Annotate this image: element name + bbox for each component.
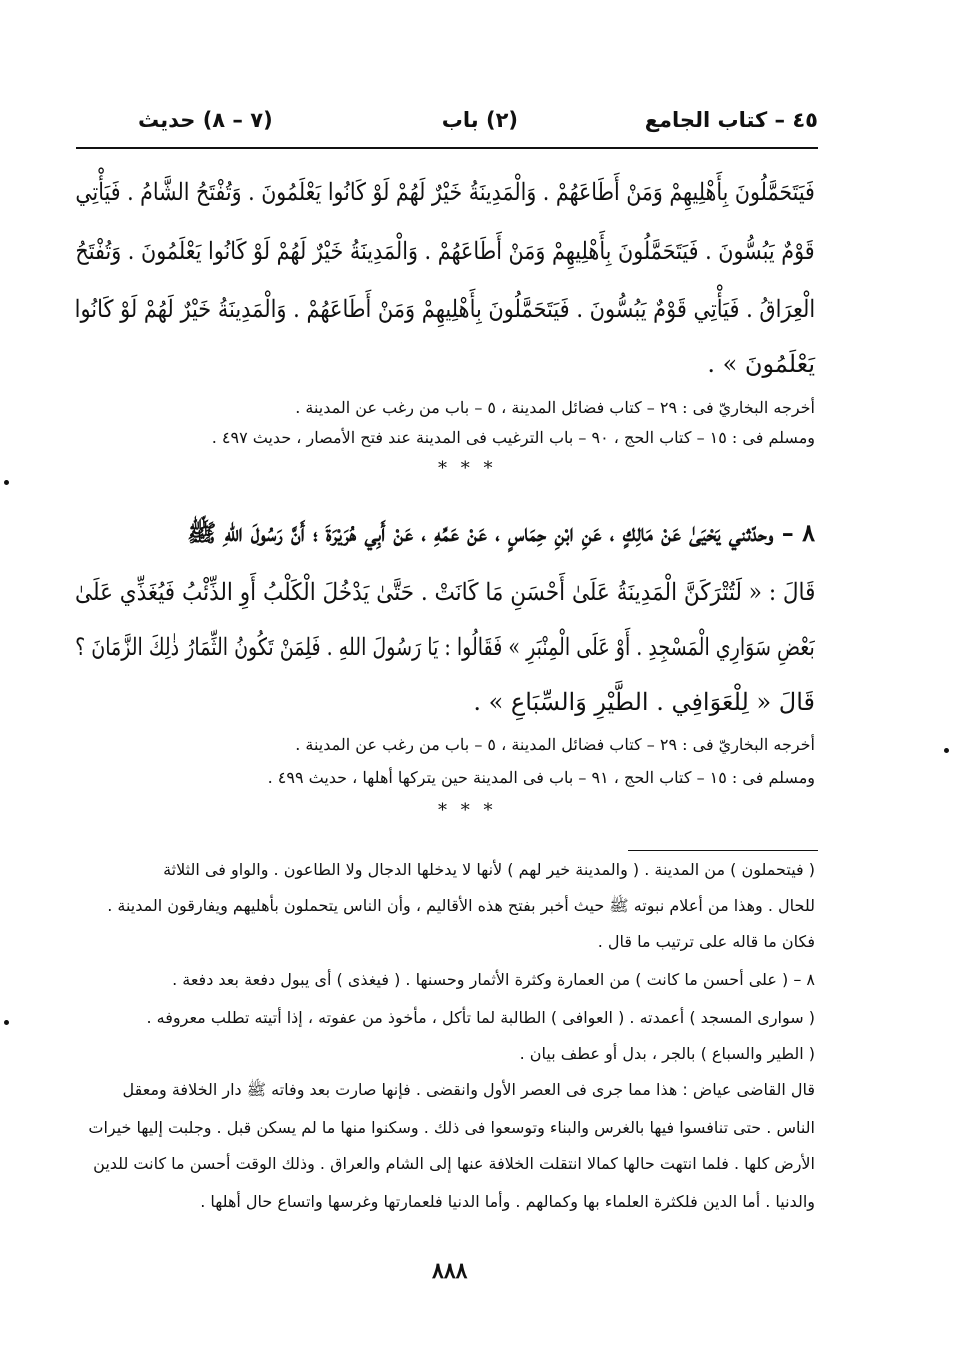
takhrij-line: ومسلم فى : ١٥ – كتاب الحج ، ٩٠ – باب الترغيب فى المدينة عند فتح الأمصار ، حديث ٤٩٧ . xyxy=(211,428,815,447)
takhrij-line: أخرجه البخاريّ فى : ٢٩ – كتاب فضائل المدينة ، ٥ – باب من رغب عن المدينة . xyxy=(295,398,815,417)
footnote-line: ( فيتحملون ) من المدينة . ( والمدينة خير لهم ) لأنها لا يدخلها الدجال ولا الطاعون . والواو فى الثلاثة xyxy=(163,860,815,879)
hadith-range: (٧ – ٨) حديث xyxy=(138,108,273,132)
footnote-line: ( الطير والسباع ) بالجر ، بدل أو عطف بيان . xyxy=(519,1044,815,1063)
footnote-line: والدنيا . أما الدين فلكثرة العلماء بها وكمالهم . وأما الدنيا فلعمارتها وغرسها واتساع حال أهلها . xyxy=(200,1192,815,1211)
footnote-line: ٨ – ( على أحسن ما كانت ) من العمارة وكثرة الأثمار وحسنها . ( فيغذى ) أى يبول دفعة بعد دفعة . xyxy=(172,970,815,989)
footnote-line: الأرض كلها . فلما انتهت حالها كمالا انتقلت الخلافة عنها إلى الشام والعراق . وذلك الوقت أحسن ما كانت للدين xyxy=(93,1154,815,1173)
main-text-line: الْعِرَاقُ . فَيَأْتِي قَوْمٌ يَبُسُّونَ . فَيَتَحَمَّلُونَ بِأَهْلِيهِمْ وَمَنْ أَطَاعَهُمْ . وَالْمَدِينَةُ خَيْرٌ لَهُمْ لَوْ كَانُوا xyxy=(74,295,815,323)
page-number: ٨٨٨ xyxy=(432,1258,468,1284)
footnote-line: قال القاضى عياض : هذا مما جرى فى العصر الأول وانقضى . فإنها صارت بعد وفاته ﷺ دار الخلافة ومعقل xyxy=(122,1080,815,1099)
scan-mark xyxy=(944,748,949,753)
footnote-line: فكان ما قاله على ترتيب ما قال . xyxy=(597,932,815,951)
scan-mark xyxy=(4,480,9,485)
footnote-line: ( سوارى المسجد ) أعمدته . ( العوافى ) الطالبة لما تأكل ، مأخوذ من عفوته ، إذا أتيته تطلب معروفه . xyxy=(146,1008,815,1027)
running-header xyxy=(138,108,818,142)
scan-mark xyxy=(4,1020,9,1025)
header-rule xyxy=(76,147,818,149)
section-separator: * * * xyxy=(438,800,497,821)
footnote-line: للحال . وهذا من أعلام نبوته ﷺ حيث أخبر بفتح هذه الأقاليم ، وأن الناس يتحملون بأهليهم ويفارقون المدينة . xyxy=(107,896,815,915)
hadith-text-line: قَالَ : « لَتُتْرَكَنَّ الْمَدِينَةُ عَلَىٰ أَحْسَنِ مَا كَانَتْ . حَتَّىٰ يَدْخُلَ الْكَلْبُ أَوِ الذِّئْبُ فَيُغَذِّي عَلَىٰ xyxy=(74,578,815,606)
footnote-line: الناس . حتى تنافسوا فيها بالغرس والبناء وتوسعوا فى ذلك . وسكنوا منها ما لم يسكن قبل . وجلبت إليها خيرات xyxy=(88,1118,815,1137)
hadith-heading-line: ٨ – وحدّثني يَحْيَىٰ عَنْ مَالِكٍ ، عَنِ ابْنِ حِمَاسٍ ، عَنْ عَمِّهِ ، عَنْ أَبِي هُرَيْرَةَ ؛ أَنَّ رَسُولَ اللهِ ﷺ xyxy=(187,518,815,547)
chapter-label: (٢) باب xyxy=(441,108,518,132)
hadith-text-line: بَعْضِ سَوَارِي الْمَسْجِدِ . أَوْ عَلَى الْمِنْبَرِ » فَقَالُوا : يَا رَسُولَ اللهِ . فَلِمَنْ تَكُونُ الثِّمَارُ ذٰلِكَ الزَّمَانَ ؟ xyxy=(75,633,815,661)
main-text-line: فَيَتَحَمَّلُونَ بِأَهْلِيهِمْ وَمَنْ أَطَاعَهُمْ . وَالْمَدِينَةُ خَيْرٌ لَهُمْ لَوْ كَانُوا يَعْلَمُونَ . وَتُفْتَحُ الشَّامُ . فَيَأْتِي xyxy=(75,178,815,206)
hadith-text-line: قَالَ « لِلْعَوَافِي . الطَّيْرِ وَالسِّبَاعِ » . xyxy=(473,688,815,716)
main-text-line: قَوْمٌ يَبُسُّونَ . فَيَتَحَمَّلُونَ بِأَهْلِيهِمْ وَمَنْ أَطَاعَهُمْ . وَالْمَدِينَةُ خَيْرٌ لَهُمْ لَوْ كَانُوا يَعْلَمُونَ . وَتُفْتَحُ xyxy=(75,237,815,265)
main-text-line: يَعْلَمُونَ » . xyxy=(707,350,815,378)
footnote-rule xyxy=(628,850,818,851)
section-separator: * * * xyxy=(438,458,497,479)
takhrij-line: أخرجه البخاريّ فى : ٢٩ – كتاب فضائل المدينة ، ٥ – باب من رغب عن المدينة . xyxy=(295,735,815,754)
takhrij-line: ومسلم فى : ١٥ – كتاب الحج ، ٩١ – باب فى المدينة حين يتركها أهلها ، حديث ٤٩٩ . xyxy=(267,768,815,787)
book-title: ٤٥ – كتاب الجامع xyxy=(644,108,818,132)
